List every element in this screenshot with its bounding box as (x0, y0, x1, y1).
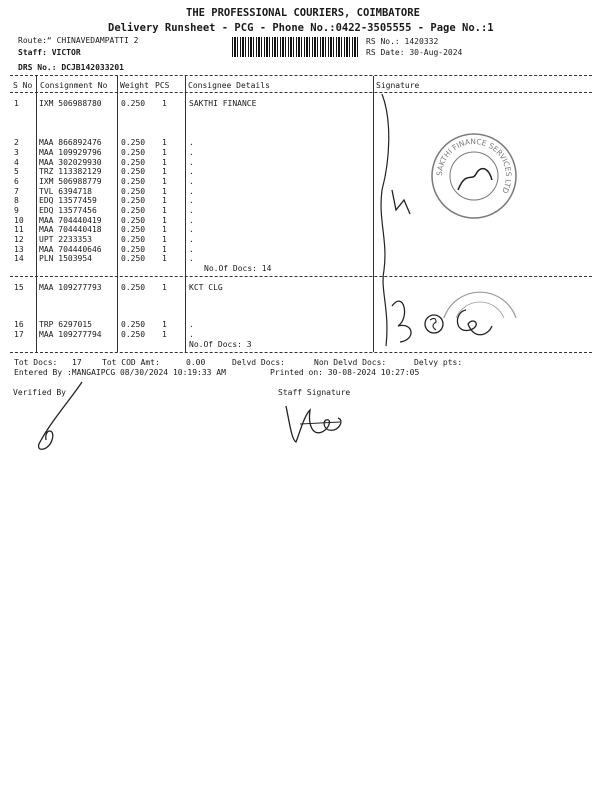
staff-line (18, 48, 81, 57)
col-signature: Signature (376, 81, 420, 90)
group1-docs-count: No.Of Docs: 14 (204, 264, 272, 273)
rs-no-line (366, 37, 438, 46)
rs-no-value: 1420332 (404, 37, 439, 46)
totals-line (14, 358, 57, 367)
col-sno: S No (13, 81, 33, 90)
tot-cod-value: 0.00 (186, 358, 206, 367)
delvy-pts-label: Delvy pts: (414, 358, 463, 367)
entered-by: Entered By :MANGAIPCG 08/30/2024 10:19:33 AM (14, 368, 226, 377)
verified-signature (30, 380, 100, 454)
barcode (232, 37, 360, 57)
runsheet-title: Delivery Runsheet - PCG - Phone No.:0422-3505555 - Page No.:1 (108, 22, 494, 34)
divider-bottom (10, 352, 592, 353)
route-value: CHINAVEDAMPATTI 2 (56, 36, 139, 45)
staff-handwritten-signature (282, 396, 352, 446)
col-line-2 (117, 76, 118, 352)
drs-value: DCJB142033201 (61, 63, 124, 72)
verified-by-label: Verified By (13, 388, 66, 397)
rs-date-line (366, 48, 462, 57)
delvd-docs-label: Delvd Docs: (232, 358, 285, 367)
tot-docs-value: 17 (72, 358, 82, 367)
route-label: Route: (18, 36, 47, 45)
non-delvd-docs-label: Non Delvd Docs: (314, 358, 387, 367)
drs-line (18, 63, 124, 72)
col-consignment: Consignment No (40, 81, 108, 90)
tot-docs-label: Tot Docs: (14, 358, 58, 367)
tot-cod-label: Tot COD Amt: (102, 358, 160, 367)
signature-scribbles (370, 90, 510, 350)
rs-date-label: RS Date: (366, 48, 405, 57)
divider-top (10, 75, 592, 76)
rs-date-value: 30-Aug-2024 (409, 48, 463, 57)
rs-no-label: RS No.: (366, 37, 400, 46)
company-name: THE PROFESSIONAL COURIERS, COIMBATORE (186, 7, 420, 19)
staff-value: VICTOR (51, 48, 81, 57)
seal-text: SAKTHI FINANCE SERVICES LTD (434, 136, 514, 195)
printed-on: Printed on: 30-08-2024 10:27:05 (270, 368, 420, 377)
col-weight: Weight (120, 81, 149, 90)
group2-docs-count: No.Of Docs: 3 (189, 340, 252, 349)
route-line: Route:“ CHINAVEDAMPATTI 2 (18, 36, 139, 45)
drs-label: DRS No.: (18, 63, 57, 72)
staff-signature-label: Staff Signature (278, 388, 351, 397)
staff-label: Staff: (18, 48, 47, 57)
col-pcs: PCS (155, 81, 170, 90)
col-details: Consignee Details (188, 81, 270, 90)
col-line-3 (185, 76, 186, 352)
col-line-1 (36, 76, 37, 352)
